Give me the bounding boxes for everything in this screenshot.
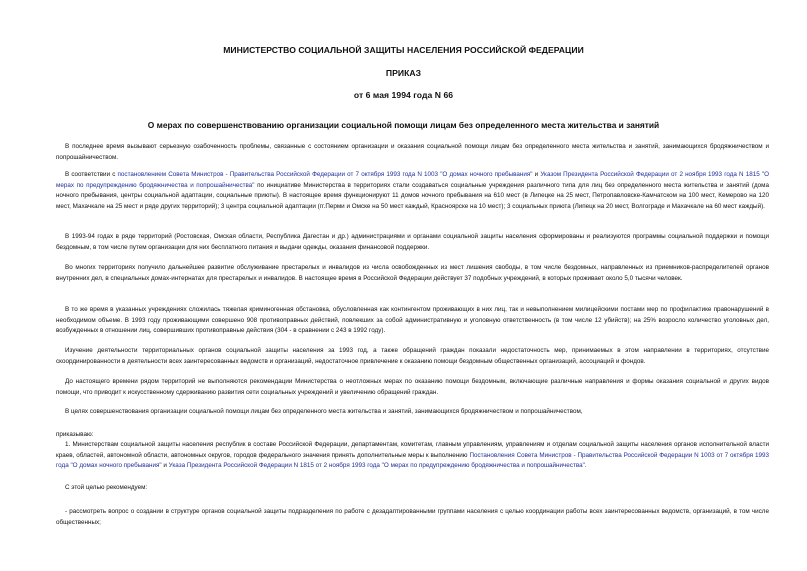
paragraph-2-text-c: по инициативе Министерства в территориях стали создаваться социальные учреждения различного типа для лиц без определенного места жительства и занятий (дома ночного пребывания, центры социальной адаптации, социальные приюты). В настоящее время функционируют 11 домов ночного пребывания на 610 мест (в Липецке на 25 мест, Петропавловске-Камчатском на 100 мест, Кемерово на 120 мест, Махачкале на 25 мест и ряде других территорий); 3 центра социальной адаптации (гг.Перми и Омске на 50 мест каждый, Красноярске на 10 мест); 3 социальных приюта (Липецк на 20 мест, Волгограде и Махачкале на 60 мест каждый). xyxy=(56,181,770,210)
paragraph-item-1 xyxy=(56,440,769,472)
paragraph-2 xyxy=(56,170,769,212)
document-date-number: от 6 мая 1994 года N 66 xyxy=(353,90,454,100)
paragraph-6: Изучение деятельности территориальных органов социальной защиты населения за 1993 год, а также обращений граждан показали недостаточность мер, принимаемых в этом направлении в территориях, отсутствие скоординированности в деятельности всех заинтересованных ведомств и организаций, недостаточное привлечение к оказанию помощи бездомным общественных организаций, ассоциаций и фондов. xyxy=(56,347,769,365)
paragraph-4: Во многих территориях получило дальнейшее развитие обслуживание престарелых и инвалидов из числа освобожденных из мест лишения свободы, в том числе бездомных, направленных из приемников-распределителей органов внутренних дел, в специальных домах-интернатах для престарелых и инвалидов. В настоящее время в Российской Федерации действует 37 подобных учреждений, в которых проживает около 5,0 тысячи человек. xyxy=(56,264,769,282)
paragraph-order: приказываю: xyxy=(56,431,94,438)
paragraph-8: В целях совершенствования организации социальной помощи лицам без определенного места жительства и занятий, занимающихся бродяжничеством и попрошайничеством, xyxy=(65,408,583,415)
link-government-resolution-1003[interactable]: Постановления Совета Министров - Правительства Российской Федерации N 1003 от 7 октября 1993 года "О домах ночного пребывания" xyxy=(56,451,769,470)
paragraph-7: До настоящего времени рядом территорий не выполняются рекомендации Министерства о неотложных мерах по оказанию помощи бездомным, включающие различные направления и формы оказания социальной и других видов помощи, что приводит к искусственному сдерживанию развития сети социальных учреждений и увеличению обращений граждан. xyxy=(56,378,769,396)
item-1-text-b: и xyxy=(161,462,169,470)
link-presidential-decree-1815[interactable]: Указом Президента Российской Федерации от 2 ноября 1993 года N 1815 "О мерах по предупреждению бродяжничества и попрошайничества" xyxy=(56,171,769,189)
paragraph-2-text-a: В соответствии с xyxy=(65,171,118,178)
paragraph-3: В 1993-94 годах в ряде территорий (Ростовская, Омская области, Республика Дагестан и др.) администрациями и органами социальной защиты населения сформированы и реализуются программы социальной поддержки и помощи бездомным, в том числе путем организации для них бесплатного питания и выдачи одежды, оказания финансовой поддержки. xyxy=(56,233,769,251)
paragraph-1: В последнее время вызывают серьезную озабоченность проблемы, связанные с состоянием организации и оказания социальной помощи лицам без определенного места жительства и занятий, занимающихся бродяжничеством и попрошайничеством. xyxy=(56,143,769,161)
item-1-text-c: . xyxy=(584,462,587,470)
item-1-text-a: 1. Министерствам социальной защиты населения республик в составе Российской Федерации, департаментам, комитетам, главным управлениям, управлениям и отделам социальной защиты населения органов исполнительной власти краев, областей, автономной области, автономных округов, городов федерального значения принять дополнительные меры к выполнению xyxy=(56,441,769,459)
document-type: ПРИКАЗ xyxy=(385,68,422,78)
paragraph-recommend: С этой целью рекомендуем: xyxy=(65,484,148,491)
ministry-header: МИНИСТЕРСТВО СОЦИАЛЬНОЙ ЗАЩИТЫ НАСЕЛЕНИЯ РОССИЙСКОЙ ФЕДЕРАЦИИ xyxy=(223,45,584,55)
link-presidential-decree-1815-b[interactable]: Указа Президента Российской Федерации N 1815 от 2 ноября 1993 года "О мерах по предупреждению бродяжничества и попрошайничества" xyxy=(168,462,585,470)
paragraph-2-text-b: и xyxy=(532,171,541,178)
link-government-decree-1003[interactable]: постановлением Совета Министров - Правительства Российской Федерации от 7 октября 1993 года N 1003 "О домах ночного пребывания" xyxy=(117,171,533,178)
paragraph-recommendation-1: - рассмотреть вопрос о создании в структуре органов социальной защиты подразделения по работе с дезадаптированными группами населения с целью координации работы всех заинтересованных ведомств, организаций, в том числе общественных; xyxy=(56,508,769,526)
document-title: О мерах по совершенствованию организации социальной помощи лицам без определенного места жительства и занятий xyxy=(147,120,660,130)
paragraph-5: В то же время в указанных учреждениях сложилась тяжелая криминогенная обстановка, обусловленная как контингентом проживающих в них лиц, так и невыполнением милицейскими постами мер по профилактике правонарушений в необходимом объеме. В 1993 году проживающими совершено 908 противоправных действий, повлекших за собой административную и уголовную ответственность (в том числе 12 убийств); на 25% возросло количество уголовных дел, возбужденных в отношении лиц, совершивших противоправные действия (304 - в сравнении с 243 в 1992 году). xyxy=(56,306,769,335)
